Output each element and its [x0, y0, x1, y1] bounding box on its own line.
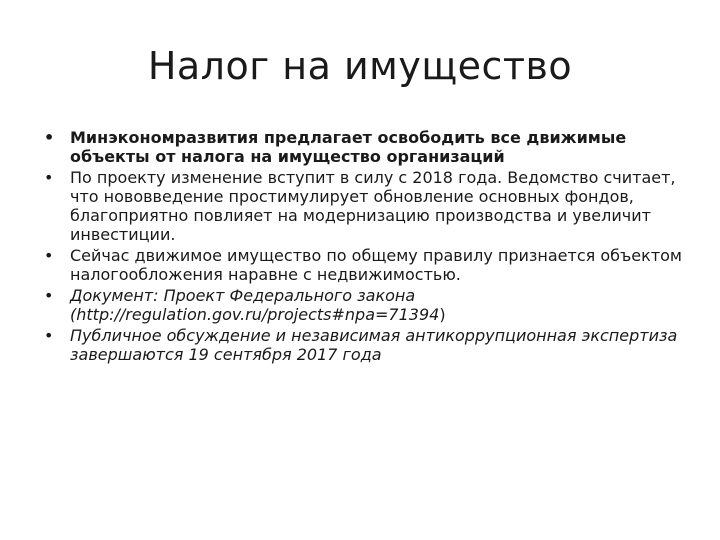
document-prefix-text: Документ: Проект Федерального закона ( [70, 286, 416, 324]
bullet-item [44, 286, 684, 324]
bullet-item [44, 246, 684, 284]
document-suffix-text: ) [439, 305, 446, 324]
bullet-text: Публичное обсуждение и независимая антикоррупционная экспертиза завершаются 19 сентября 2017 года [70, 326, 678, 364]
bullet-marker: • [44, 246, 54, 265]
bullet-marker: • [44, 326, 54, 345]
bullet-marker: • [44, 286, 54, 305]
bullet-item [44, 128, 684, 166]
bullet-marker: • [44, 128, 55, 147]
bullet-item [44, 326, 684, 364]
bullet-item [44, 168, 684, 244]
regulation-link[interactable]: http://regulation.gov.ru/projects#npa=71394 [76, 305, 440, 324]
bullet-text: Сейчас движимое имущество по общему правилу признается объектом налогообложения наравне с недвижимостью. [70, 246, 682, 284]
bullet-text: По проекту изменение вступит в силу с 2018 года. Ведомство считает, что нововведение простимулирует обновление основных фондов, благоприятно повлияет на модернизацию производства и увеличит инвестиции. [70, 168, 676, 244]
bullet-marker: • [44, 168, 54, 187]
slide-title: Налог на имущество [147, 44, 573, 88]
bullet-text: Минэкономразвития предлагает освободить все движимые объекты от налога на имущество организаций [70, 128, 627, 166]
bullet-list [44, 128, 684, 366]
